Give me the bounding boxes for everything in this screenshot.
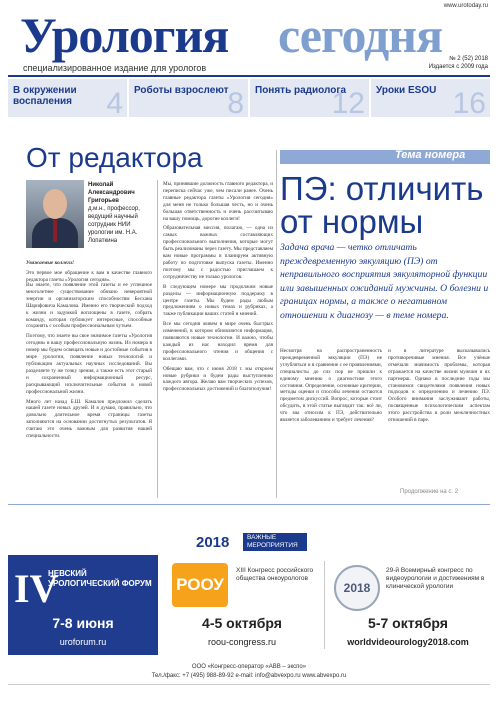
- article-headline[interactable]: ПЭ: отличить от нормы: [280, 170, 484, 240]
- event-date: 4-5 октября: [202, 615, 282, 631]
- editor-paragraph: В следующем номере мы продолжим новые разделы — информационную поддержку в центре газеты. Мы будем рады любым предложениям о новых темах и рубриках, а также публикации ваших статей и мнений.: [163, 283, 273, 318]
- event-card-nevsky[interactable]: [8, 555, 158, 655]
- nav-item-page: 4: [106, 87, 123, 117]
- nav-item-radiologist[interactable]: [250, 79, 369, 117]
- editor-heading: От редактора: [26, 142, 203, 173]
- article-paragraph: и в литературе высказывались противоречивые мнения. Все учёные отмечали значимость проблемы, которая отражается на качестве жизни мужчин и их партнерш. Однако в последние годы мы становимся свидетелями появления новых подходов к определению и лечению ПЭ. Особого внимания заслуживают работы, посвященные психологическим аспектам этого расстройства и роли межличностных отношений в паре.: [388, 348, 490, 424]
- masthead-title: Урология: [20, 7, 229, 63]
- congress-logo-year: 2018: [343, 581, 371, 595]
- editor-column-2: [163, 181, 273, 496]
- nav-item-inflammation[interactable]: [8, 79, 127, 117]
- event-name: XIII Конгресс российского общества онкоурологов: [236, 567, 314, 582]
- event-site-link[interactable]: uroforum.ru: [59, 637, 107, 647]
- author-info: [88, 181, 150, 245]
- editor-paragraph: Много лет назад Б.Ш. Камалов предложил сделать нашей газете новых друзей. И я думаю, правильно, что довольно длительное время страницы газеты заполняются на основании достигнутых результатов. Я считаю это очень важным для развития нашей специальности.: [26, 398, 152, 440]
- editor-greeting: Уважаемые коллеги!: [26, 260, 74, 266]
- article-paragraph: Несмотря на распространенность преждевременной эякуляции (ПЭ) не углубляться и в сравнение с ее проявлениями, специалисты до сих пор не пришли к единому мнению о диагностике этого состояния. Определение, основные критерии, методы оценки и способы лечения остаются предметом дискуссий. Вопрос, которые стоит обсудить, в этой статье выглядит так: всё ли, что мы относим к ПЭ, действительно является заболеванием и требует лечения?: [280, 348, 382, 424]
- editor-paragraph: Вы знаете, что появление этой газеты и ее успешное многолетнее существование обязано невероятной энергии и организаторским способностям Бесхана Шарифовича Камалова. Именно его творческий подход к жизни и задумкой воплощены в газете, собрать команду, которая публикует интересные, способные сохранять с особым профессиональным чутьем.: [26, 282, 152, 330]
- section-divider: [276, 150, 277, 498]
- events-year: 2018: [196, 534, 230, 551]
- editor-paragraph: Мы, принявшие должность главного редактора, и переписка сейчас уже, чем писали ранее. Очень главные редактора газеты «Урология сегодня» для меня не только большая честь, но и очень большая ответственность и очень рассчитываю на вашу помощь, дорогие коллеги!: [163, 181, 273, 222]
- nav-item-label: В окружении воспаления: [13, 85, 77, 107]
- masthead-subtitle: специализированное издание для урологов: [23, 63, 207, 73]
- nav-item-esou[interactable]: [371, 79, 490, 117]
- event-site-link[interactable]: roou-congress.ru: [207, 637, 277, 647]
- article-column-2: [388, 348, 490, 486]
- author-name: Николай Александрович Григорьев: [88, 182, 135, 204]
- editor-paragraph: Образовательная миссия, полагаю, — одна из самых важных составляющих профессионального выполнения, которые могут быть реализованы через газету. Мы представляем вам новые программы и планируем активную работу по подготовке выпуска газеты. Именно поэтому мы с радостью приглашаем к сотрудничеству не только урологов.: [163, 225, 273, 280]
- event-date: 7-8 июня: [52, 615, 114, 631]
- event-date: 5-7 октября: [368, 615, 448, 631]
- nav-item-page: 8: [227, 87, 244, 117]
- nav-item-label: Роботы взрослеют: [134, 85, 229, 96]
- article-column-1: [280, 348, 382, 498]
- article-lead: Задача врача — четко отличать преждевременную эякуляцию (ПЭ) от неправильного восприятия эякуляторной функции или завышенных ожиданий мужчины. О болезни и границах нормы, а также о негативном отношении к диагнозу — в теме номера.: [280, 242, 489, 321]
- event-badge: IV: [14, 566, 59, 611]
- author-title: д.м.н., профессор, ведущий научный сотрудник НИИ урологии им. Н.А. Лопаткина: [88, 206, 140, 244]
- organizer-name: ООО «Конгресс-оператор «АВВ – экспо»: [191, 664, 307, 670]
- event-site-link[interactable]: worldvideourology2018.com: [347, 637, 469, 647]
- event-name: 29-й Всемирный конгресс по видеоурологии и достижениям в клинической урологии: [386, 567, 485, 590]
- nav-item-robots[interactable]: [129, 79, 248, 117]
- editor-paragraph: Все мы сегодня живем в мире очень быстрых изменений, в котором обновляется информация, появляются новые технологии. И важно, чтобы каждый из нас находил время для профессионального чтения и общения с коллегами.: [163, 321, 273, 362]
- editor-paragraph: Это первое мое обращение к вам в качестве главного редактора газеты «Урология сегодня».: [26, 269, 152, 283]
- masthead-rule: [8, 75, 490, 77]
- event-divider: [324, 561, 325, 649]
- event-card-roou[interactable]: [162, 555, 322, 655]
- bottom-rule: [8, 684, 490, 685]
- section-rule: [8, 504, 490, 505]
- issue-since: Издается с 2009 года: [428, 64, 488, 70]
- nav-item-label: Понять радиолога: [255, 85, 347, 96]
- roou-logo: РООУ: [172, 563, 228, 607]
- issue-number: № 2 (52) 2018: [449, 56, 488, 62]
- issue-info: [429, 55, 488, 71]
- editor-column-1: [26, 282, 152, 498]
- column-divider: [157, 180, 158, 498]
- events-label: ВАЖНЫЕ МЕРОПРИЯТИЯ: [243, 533, 307, 551]
- nav-item-label: Уроки ESOU: [376, 85, 437, 96]
- nav-item-page: 16: [452, 87, 486, 117]
- event-card-videourology[interactable]: [326, 555, 490, 655]
- contents-nav: [8, 79, 490, 117]
- masthead-title-today: сегодня: [278, 7, 443, 63]
- continued-link[interactable]: Продолжение на с. 2: [400, 489, 459, 495]
- topic-label: Тема номера: [395, 149, 466, 161]
- congress-logo: [334, 565, 380, 611]
- author-photo: [26, 180, 84, 248]
- editor-paragraph: Обещаю вам, что с июня 2018 г. мы откроем новые рубрики и будем рады выступлению каждого автора. Желаю вам творческих успехов, профессиональных достижений и благополучия!: [163, 365, 273, 393]
- nav-item-page: 12: [331, 87, 365, 117]
- events-banner: [8, 555, 490, 655]
- editor-paragraph: Поэтому, что знаете вы свое значимое газеты «Урология сегодня» в вашу профессиональную жизнь. Из номера в номер мы будем освещать новые и достойные события в мире урологии, появление новых технологий и публикации актуальных научных исследований. Вы разделяете ту же точку зрения, а также есть этот старый и сохраненный информационный ресурс, раскрывающий исключительные события в новой профессиональной жизни.: [26, 333, 152, 395]
- organizer-contacts: Тел./факс: +7 (495) 988-89-92 e-mail: info@abvexpo.ru www.abvexpo.ru: [151, 673, 347, 679]
- organizer-info: [0, 663, 498, 681]
- event-name: НЕВСКИЙ УРОЛОГИЧЕСКИЙ ФОРУМ: [48, 569, 152, 588]
- masthead-url[interactable]: www.urotoday.ru: [443, 3, 488, 9]
